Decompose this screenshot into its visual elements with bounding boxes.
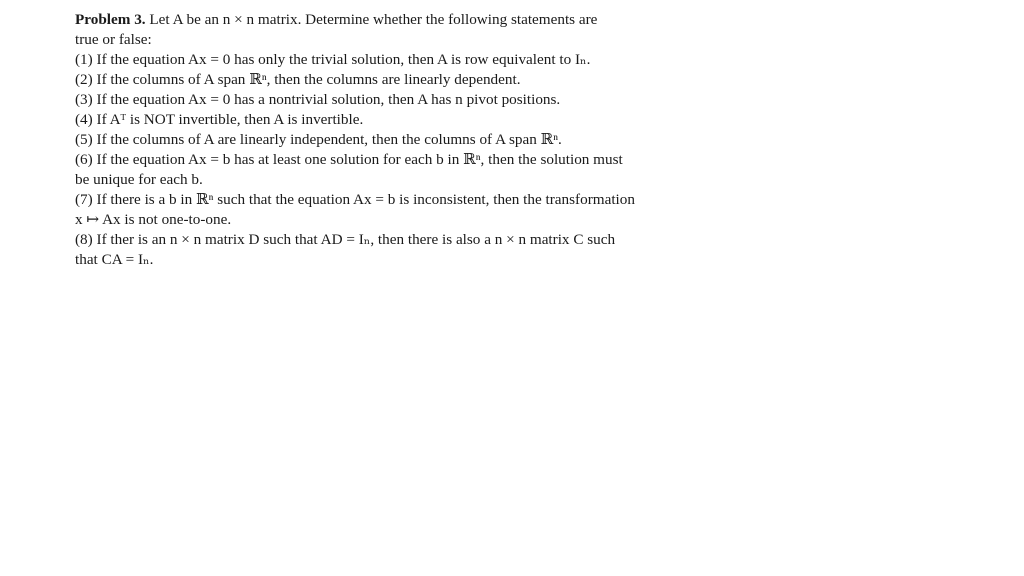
statement-8-line-2: that CA = Iₙ. (75, 251, 154, 268)
statement-2: (2) If the columns of A span ℝⁿ, then the columns are linearly dependent. (75, 71, 521, 88)
statement-6-line-2: be unique for each b. (75, 171, 203, 188)
statement-1: (1) If the equation Ax = 0 has only the trivial solution, then A is row equivalent to Iₙ. (75, 51, 591, 68)
statement-8-line-1: (8) If ther is an n × n matrix D such that AD = Iₙ, then there is also a n × n matrix C such (75, 231, 616, 248)
problem-intro-line-1 (75, 10, 745, 30)
problem-text (75, 10, 745, 270)
statement-4: (4) If Aᵀ is NOT invertible, then A is invertible. (75, 111, 364, 128)
problem-intro-text: Let A be an n × n matrix. Determine whether the following statements are (149, 11, 598, 28)
statement-3: (3) If the equation Ax = 0 has a nontrivial solution, then A has n pivot positions. (75, 91, 561, 108)
statement-5: (5) If the columns of A are linearly independent, then the columns of A span ℝⁿ. (75, 131, 562, 148)
statement-7-line-1: (7) If there is a b in ℝⁿ such that the equation Ax = b is inconsistent, then the transformation (75, 191, 635, 208)
statement-6-line-1: (6) If the equation Ax = b has at least one solution for each b in ℝⁿ, then the solution must (75, 151, 623, 168)
statement-7-line-2: x ↦ Ax is not one-to-one. (75, 211, 232, 228)
problem-heading: Problem 3. (75, 11, 146, 28)
problem-intro-line-2: true or false: (75, 31, 152, 48)
